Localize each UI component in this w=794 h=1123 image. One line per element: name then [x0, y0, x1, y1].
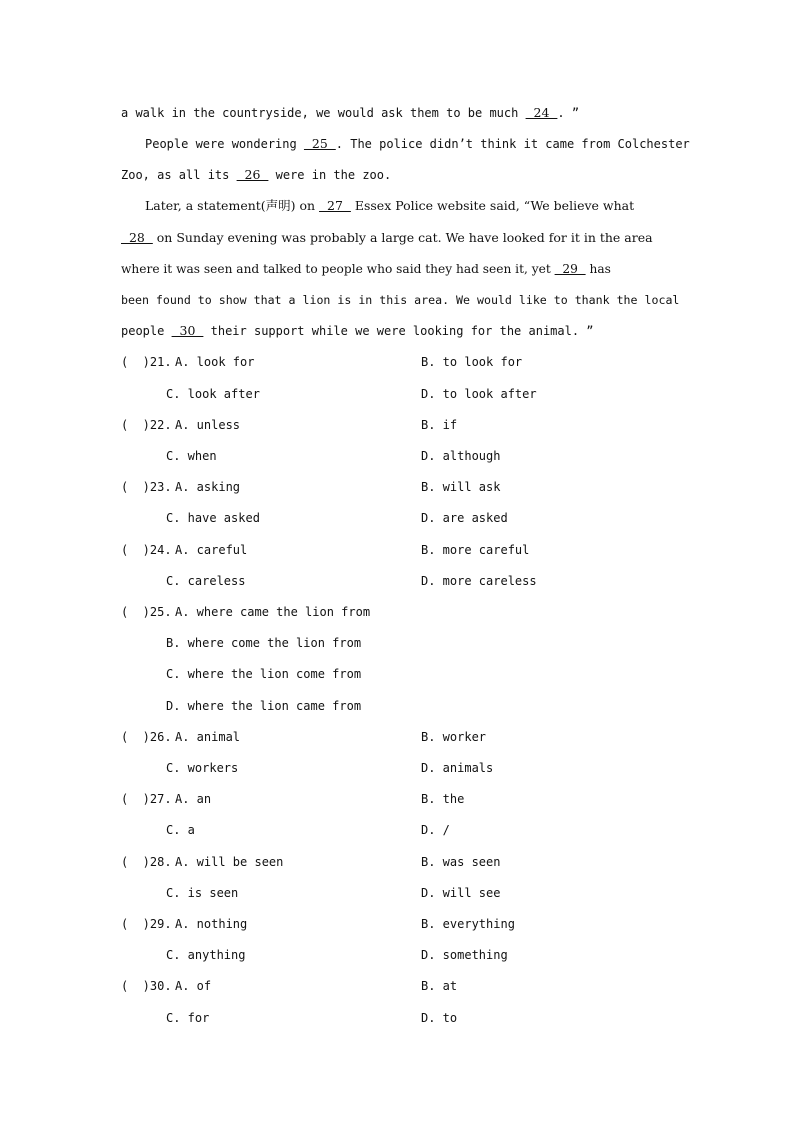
question-number: ( )25. — [121, 605, 172, 619]
text: Zoo, as all its — [121, 168, 237, 182]
blank-26: 26 — [236, 167, 269, 182]
option-d: D. more careless — [421, 574, 537, 588]
option-a: A. asking — [175, 480, 241, 494]
option-d: D. will see — [421, 886, 501, 900]
option-c: C. anything — [166, 948, 246, 962]
passage-line-2 — [145, 137, 690, 151]
question-number: ( )27. — [121, 792, 172, 806]
option-a: A. unless — [175, 418, 241, 432]
passage-line-3 — [121, 168, 391, 182]
option-a: A. look for — [175, 355, 255, 369]
option-d: D. animals — [421, 761, 494, 775]
text: been found to show that a lion is in this area. We would like to thank the local — [121, 293, 680, 307]
option-b: B. to look for — [421, 355, 523, 369]
text: people — [121, 324, 172, 338]
option-a: A. nothing — [175, 917, 248, 931]
option-c: C. is seen — [166, 886, 239, 900]
option-d: D. something — [421, 948, 508, 962]
option-a: A. where came the lion from — [175, 605, 371, 619]
option-b: B. worker — [421, 730, 487, 744]
text: People were wondering — [145, 137, 304, 151]
option-b: B. at — [421, 979, 458, 993]
text: their support while we were looking for the animal. ” — [203, 324, 594, 338]
option-c: C. careless — [166, 574, 246, 588]
question-number: ( )26. — [121, 730, 172, 744]
text: has — [585, 262, 611, 276]
option-c: C. workers — [166, 761, 239, 775]
blank-25: 25 — [303, 136, 336, 151]
question-number: ( )23. — [121, 480, 172, 494]
blank-27: 27 — [319, 198, 351, 213]
option-c: C. look after — [166, 387, 260, 401]
option-d: D. although — [421, 449, 501, 463]
option-c: C. a — [166, 823, 195, 837]
option-b: B. the — [421, 792, 465, 806]
blank-24: 24 — [525, 105, 558, 120]
blank-30: 30 — [171, 323, 204, 338]
passage-line-1 — [121, 106, 579, 120]
option-b: B. everything — [421, 917, 515, 931]
text: on Sunday evening was probably a large cat. We have looked for it in the area — [152, 230, 653, 245]
option-b: B. if — [421, 418, 458, 432]
option-b: B. more careful — [421, 543, 530, 557]
question-number: ( )24. — [121, 543, 172, 557]
option-c: C. have asked — [166, 511, 260, 525]
option-c: C. for — [166, 1011, 210, 1025]
text: Later, a statement(声明) on — [145, 198, 320, 213]
option-b: B. where come the lion from — [166, 636, 362, 650]
passage-line-6 — [121, 262, 611, 276]
option-b: B. was seen — [421, 855, 501, 869]
text: where it was seen and talked to people who said they had seen it, yet — [121, 262, 555, 276]
option-a: A. an — [175, 792, 212, 806]
option-b: B. will ask — [421, 480, 501, 494]
text: . The police didn’t think it came from Colchester — [335, 137, 690, 151]
text: . ” — [557, 106, 580, 120]
text: were in the zoo. — [268, 168, 392, 182]
passage-line-4 — [145, 199, 634, 213]
option-a: A. of — [175, 979, 212, 993]
question-number: ( )28. — [121, 855, 172, 869]
passage-line-5 — [121, 231, 653, 245]
blank-29: 29 — [554, 262, 586, 276]
option-a: A. careful — [175, 543, 248, 557]
passage-line-7 — [121, 293, 679, 307]
option-d: D. are asked — [421, 511, 508, 525]
question-number: ( )21. — [121, 355, 172, 369]
blank-28: 28 — [121, 230, 153, 245]
passage-line-8 — [121, 324, 594, 338]
question-number: ( )29. — [121, 917, 172, 931]
option-d: D. to look after — [421, 387, 537, 401]
text: a walk in the countryside, we would ask them to be much — [121, 106, 526, 120]
option-d: D. to — [421, 1011, 458, 1025]
question-number: ( )30. — [121, 979, 172, 993]
option-d: D. / — [421, 823, 450, 837]
text: Essex Police website said, “We believe what — [350, 198, 635, 213]
question-number: ( )22. — [121, 418, 172, 432]
option-d: D. where the lion came from — [166, 699, 362, 713]
option-a: A. animal — [175, 730, 241, 744]
option-c: C. when — [166, 449, 217, 463]
option-c: C. where the lion come from — [166, 667, 362, 681]
option-a: A. will be seen — [175, 855, 284, 869]
